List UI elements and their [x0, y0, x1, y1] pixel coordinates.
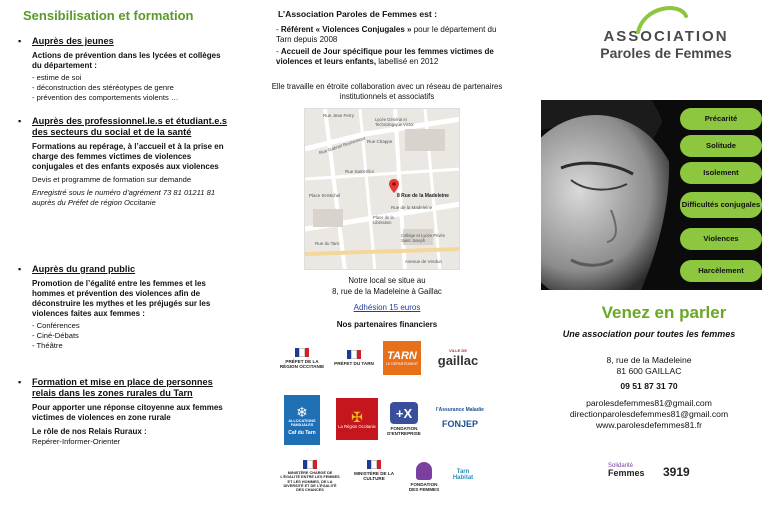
fondation-entreprise-logo: +X FONDATION D'ENTREPRISE — [382, 396, 426, 442]
assurance-fonjep-logos: l'Assurance Maladie FONJEP — [436, 407, 484, 429]
map-street-label: Rue du Tarn — [315, 241, 340, 246]
section-intro: Pour apporter une réponse citoyenne aux femmes victimes de violences en zone rurale — [32, 403, 223, 422]
location-map[interactable] — [304, 108, 460, 270]
pill-solitude: Solitude — [680, 135, 762, 157]
woman-photo — [541, 100, 762, 290]
map-street-label: Rue Chappe — [367, 139, 393, 144]
website-link[interactable]: www.parolesdefemmes81.fr — [595, 420, 703, 430]
number-3919-logo: 3919 — [663, 465, 690, 479]
association-title: L’Association Paroles de Femmes est : — [278, 9, 438, 19]
french-flag-icon — [295, 348, 309, 357]
section-jeunes — [18, 36, 230, 103]
prefet-tarn-logo: PRÉFET DU TARN — [334, 338, 374, 378]
left-panel — [0, 0, 240, 510]
address-line-2: 81 600 GAILLAC — [616, 366, 682, 376]
phone-number[interactable]: 09 51 87 31 70 — [620, 381, 678, 391]
gaillac-logo: VILLE DE gaillac — [437, 348, 479, 368]
middle-panel — [250, 0, 515, 510]
pill-violences: Violences — [680, 228, 762, 250]
bullet-referent: - Référent « Violences Conjugales » pour le département du Tarn depuis 2008 — [276, 25, 497, 44]
solidarite-femmes-logo: Solidarité Femmes — [608, 463, 645, 478]
pill-difficultes: Difficultés conjugales — [680, 192, 762, 218]
list-item: - Théâtre — [32, 341, 63, 350]
ministere-culture-logo: MINISTÈRE DE LA CULTURE — [350, 460, 398, 490]
section-heading: ▪ Formation et mise en place de personnes relais dans les zones rurales du Tarn — [18, 377, 230, 399]
list-item: - Ciné-Débats — [32, 331, 79, 340]
map-pin-label: 8 Rue de la Madeleine — [397, 193, 449, 199]
bullet-bold: Référent « Violences Conjugales » — [280, 25, 412, 34]
map-street-label: Avenue de Verdun — [405, 259, 442, 264]
section-text: Devis et programme de formation sur demande — [32, 175, 192, 184]
list-item: - déconstruction des stéréotypes de genre — [32, 83, 174, 92]
section-zones-rurales — [18, 377, 230, 447]
french-flag-icon — [367, 460, 381, 469]
snowflake-icon: ❄ — [296, 403, 308, 420]
map-street-label: Rue de la Madeleine — [391, 205, 433, 210]
section-heading: ▪ Auprès du grand public — [18, 264, 230, 275]
map-pin-icon[interactable] — [389, 179, 399, 193]
list-item: - prévention des comportements violents … — [32, 93, 179, 102]
pill-isolement: Isolement — [680, 162, 762, 184]
email-link-1[interactable]: parolesdefemmes81@gmail.com — [586, 398, 712, 408]
list-item: - Conférences — [32, 321, 80, 330]
fondation-femmes-icon — [416, 462, 432, 480]
tagline: Une association pour toutes les femmes — [562, 329, 736, 339]
venez-en-parler-heading: Venez en parler — [601, 303, 727, 322]
partners-title: Nos partenaires financiers — [336, 320, 438, 329]
local-line-1: Notre local se situe au — [348, 276, 426, 285]
pill-precarite: Précarité — [680, 108, 762, 130]
fondation-des-femmes-logo: FONDATION DES FEMMES — [408, 456, 440, 498]
region-occitanie-logo: ✠ La Région Occitanie — [336, 398, 378, 440]
map-street-label: Place St-Michel — [309, 193, 341, 198]
map-street-label: Rue Gabriel Rochemont — [318, 135, 366, 156]
association-logo: ASSOCIATION Paroles de Femmes — [576, 14, 756, 61]
map-street-label: Lycée Général et Technologique Victor — [375, 117, 414, 127]
ministere-egalite-logo: MINISTÈRE CHARGÉ DE L'ÉGALITÉ ENTRE LES FEMMES ET LES HOMMES, DE LA DIVERSITÉ ET DE L'ÉGALITÉ DES CHANCES — [280, 460, 340, 504]
local-line-2: 8, rue de la Madeleine à Gaillac — [332, 287, 442, 296]
relais-role-text: Repérer-Informer-Orienter — [32, 437, 121, 446]
agrement-note: Enregistré sous le numéro d’agrément 73 81 01211 81 auprès du Préfet de région Occitanie — [32, 188, 216, 207]
pill-harcelement: Harcèlement — [680, 260, 762, 282]
bullet-rest: labellisé en 2012 — [376, 57, 439, 66]
panel-title: Sensibilisation et formation — [23, 8, 194, 23]
bullet-rest: pour le département du Tarn depuis 2008 — [276, 25, 497, 44]
collaboration-text: Elle travaille en étroite collaboration avec un réseau de partenaires institutionnels et associatifs — [271, 82, 503, 101]
french-flag-icon — [303, 460, 317, 469]
section-professionnels — [18, 116, 230, 208]
list-item: - estime de soi — [32, 73, 82, 82]
section-heading: ▪ Auprès des professionnel.le.s et étudiant.e.s des secteurs du social et de la santé — [18, 116, 230, 138]
caf-logo: ❄ ALLOCATIONS FAMILIALES Caf du Tarn — [284, 395, 320, 445]
relais-role-title: Le rôle de nos Relais Ruraux : — [32, 427, 147, 436]
section-list — [18, 73, 230, 103]
map-street-label: Collège et Lycée Privés Saint Joseph — [401, 233, 445, 243]
section-heading: ▪ Auprès des jeunes — [18, 36, 230, 47]
plus-x-icon: +X — [390, 402, 418, 424]
logo-swoosh-icon — [634, 2, 690, 36]
map-street-label: Rue Jean Ferry — [323, 113, 355, 118]
section-intro: Formations au repérage, à l’accueil et à la prise en charge des femmes victimes de violences conjugales et des enfants exposés aux violences — [32, 142, 224, 171]
occitan-cross-icon: ✠ — [351, 408, 363, 425]
french-flag-icon — [347, 350, 361, 359]
section-intro: Promotion de l’égalité entre les femmes et les hommes et prévention des violences afin de déconstruire les mythes et les préjugés sur les violences faites aux femmes : — [32, 279, 211, 318]
section-grand-public — [18, 264, 230, 351]
email-link-2[interactable]: directionparolesdefemmes81@gmail.com — [569, 409, 729, 419]
bullet-accueil: - Accueil de Jour spécifique pour les femmes victimes de violences et leurs enfants, labellisé en 2012 — [276, 47, 494, 66]
address-line-1: 8, rue de la Madeleine — [606, 355, 692, 365]
section-intro: Actions de prévention dans les lycées et collèges du département : — [32, 51, 221, 70]
tarn-habitat-logo: Tarn Habitat — [452, 469, 474, 481]
map-street-label: Rue Saint-Éloi — [345, 169, 374, 174]
prefet-occitanie-logo: PRÉFET DE LA RÉGION OCCITANIE — [278, 338, 326, 378]
adhesion-link[interactable]: Adhésion 15 euros — [353, 303, 421, 312]
tarn-departement-logo: TARN LE DÉPARTEMENT — [383, 341, 421, 375]
map-street-label: Place de la Libération — [373, 215, 394, 225]
section-list — [18, 321, 230, 351]
bullet-bold: Accueil de Jour spécifique pour les femmes victimes de violences et leurs enfants, — [276, 47, 494, 66]
right-panel — [530, 0, 765, 510]
